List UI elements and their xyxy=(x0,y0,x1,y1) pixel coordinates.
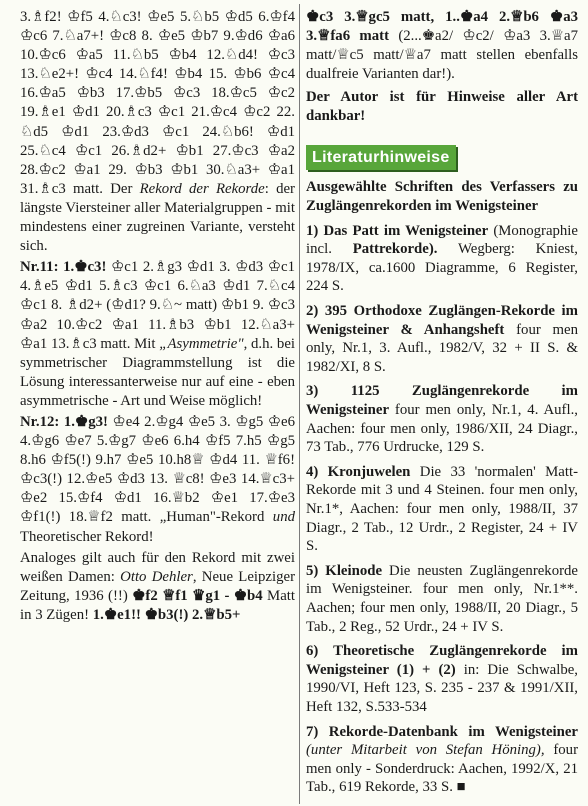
record-of-records-italic: Rekord der Rekorde xyxy=(139,180,265,197)
text-fragment: Matt in 3 Zügen! xyxy=(20,587,296,623)
item-title: 2) 395 Orthodoxe Zuglängen-Rekorde im Wenigsteiner & Anhangsheft xyxy=(306,303,578,338)
continuation-bold: ♚c3 3.♕gc5 matt, 1..♚a4 2.♕b6 ♚a3 3.♕fa6 matt xyxy=(306,9,578,45)
literature-intro: Ausgewählte Schriften des Verfassers zu Zuglängenrekorden im Wenigsteiner xyxy=(306,178,578,214)
literature-item-3 xyxy=(306,382,578,456)
item-text: Die neusten Zuglängenrekorde im Wenigsteiner. four men only, Nr.1**. Aachen; four men only, 1988/II, 20 Diagr., 5 Tab., 2 Reg., 52 Urdr., 24 + IV S. xyxy=(306,562,578,635)
item-title: 4) Kronjuwelen xyxy=(306,463,411,480)
continuation-paragraph xyxy=(306,8,578,84)
item-text: in: Die Schwalbe, 1990/VI, Heft 123, S. 235 - 237 & 1991/XII, Heft 132, S.533-534 xyxy=(306,661,578,715)
nr12-label: Nr.12: 1.♚g3! xyxy=(20,413,108,430)
text-fragment: Analoges gilt auch für den Rekord mit zwei weißen Damen: xyxy=(20,549,295,585)
item-title: 5) Kleinode xyxy=(306,562,383,579)
author-note xyxy=(306,88,578,126)
nr11-moves: ♔c1 2.♗g3 ♔d1 3. ♔d3 ♔c1 4.♗e5 ♔d1 5.♗c3 ♔c1 6.♘a3 ♔d1 7.♘c4 ♔c1 8. ♗d2+ (♔d1? 9.♘~ matt) ♔b1 9. ♔c3 ♔a2 10.♔c2 ♔a1 11.♗b3 ♔b1 12.♘a3+ ♔a1 13.♗c3 matt. Mit xyxy=(20,259,295,352)
analog-record-paragraph xyxy=(20,549,295,625)
literature-item-1 xyxy=(306,222,578,296)
item-title: 6) Theoretische Zuglängenrekorde im Wenigsteiner (1) + (2) xyxy=(306,643,578,678)
item-text: four men only - Sonderdruck: Aachen, 1992/X, 21 Tab., 619 Rekorde, 33 S. ■ xyxy=(306,742,578,796)
right-column xyxy=(306,8,578,797)
item-text: Wegberg: Kniest, 1978/IX, ca.1600 Diagramme, 6 Register, 224 S. xyxy=(306,241,578,295)
nr11-label: Nr.11: 1.♚c3! xyxy=(20,259,107,276)
literature-item-7 xyxy=(306,723,578,797)
asymmetrie-italic: „Asymmetrie" xyxy=(159,335,244,352)
item-bold: Pattrekorde). xyxy=(352,241,438,258)
und-italic: und xyxy=(272,509,295,526)
solution-bold: 1.♚e1!! ♚b3(!) 2.♕b5+ xyxy=(92,606,241,623)
item-title: 7) Rekorde-Datenbank im Wenigsteiner xyxy=(306,723,578,740)
column-divider xyxy=(299,4,300,804)
nr11-comment: , d.h. bei symmetrischer Diagrammstellung ist die Lösung interessanterweise nur auf eine - eben asymmetrische - Art und Weise möglich! xyxy=(20,335,295,409)
text-fragment: Der xyxy=(102,180,140,197)
text-fragment: , Neue Leipziger Zeitung, 1936 (!!) xyxy=(20,568,295,604)
author-note-text: Der Autor ist für Hinweise aller Art dankbar! xyxy=(306,89,578,125)
text-fragment: : der längste Viersteiner aller Materialgruppen - mit mindestens einer zugreinen Variante, versteht sich. xyxy=(20,180,295,255)
solution-nr10-paragraph xyxy=(20,8,295,256)
item-title: 3) 1125 Zuglängenrekorde im Wenigsteiner xyxy=(306,383,578,418)
literature-item-6 xyxy=(306,642,578,716)
literature-item-2 xyxy=(306,302,578,376)
literature-item-5 xyxy=(306,562,578,636)
item-text: (Monographie incl. xyxy=(306,222,578,258)
literature-heading: Literaturhinweise xyxy=(306,145,456,170)
author-dehler-italic: Otto Dehler xyxy=(120,568,193,585)
literature-item-4 xyxy=(306,463,578,556)
item-italic: (unter Mitarbeit von Stefan Höning), xyxy=(306,742,545,759)
solution-moves-text: 3.♗f2! ♔f5 4.♘c3! ♔e5 5.♘b5 ♔d5 6.♔f4 ♔c6 7.♘a7+! ♔c8 8. ♔e5 ♔b7 9.♔d6 ♔a6 10.♔c6 ♔a5 11.♘b5 ♔b4 12.♘d4! ♔c3 13.♘e2+! ♔c4 14.♘f4! ♔b4 15. ♔b6 ♔c4 16.♔a5 ♔b3 17.♔b5 ♔c3 18.♔c5 ♔c2 19.♗e1 ♔d1 20.♗c3 ♔c1 21.♔c4 ♔c2 22. ♘d5 ♔d1 23.♔d3 ♔c1 24.♘b6! ♔d1 25.♘c4 ♔c1 26.♗d2+ ♔b1 27.♔c3 ♔a2 28.♔c2 ♔a1 29. ♔b3 ♔b1 30.♘a3+ ♔a1 31.♗c3 matt. xyxy=(20,9,295,197)
nr12-moves: ♔e4 2.♔g4 ♔e5 3. ♔g5 ♔e6 4.♔g6 ♔e7 5.♔g7 ♔e6 6.h4 ♔f5 7.h5 ♔g5 8.h6 ♔f5(!) 9.h7 ♔e5 10.h8♕ ♔d4 11. ♕f6! ♔c3(!) 12.♔e5 ♔d3 13. ♕c8! ♔e3 14.♕c3+ ♔e2 15.♔f4 ♔d1 16.♕b2 ♔e1 17.♔e3 ♔f1(!) 18.♕f2 matt. „Human"-Rekord xyxy=(20,413,295,526)
solution-nr11-paragraph xyxy=(20,258,295,411)
continuation-text: (2...♚a2/ ♔c2/ ♔a3 3.♕a7 matt/♕c5 matt/♕a7 matt stellen ebenfalls dualfreie Varianten dar!). xyxy=(306,28,578,83)
position-bold: ♚f2 ♕f1 ♛g1 - ♚b4 xyxy=(132,587,263,604)
left-column xyxy=(20,8,295,625)
solution-nr12-paragraph xyxy=(20,413,295,547)
item-text: four men only, Nr.1, 4. Aufl., Aachen: four men only, 1986/XII, 24 Diagr., 73 Tab., 776 Urdrucke, 129 S. xyxy=(306,402,578,456)
nr12-comment: Theoretischer Rekord! xyxy=(20,528,154,545)
item-title: 1) Das Patt im Wenigsteiner xyxy=(306,222,489,239)
item-text: Die 33 'normalen' Matt-Rekorde mit 3 und 4 Steinen. four men only, Nr.1*, Aachen: four men only, 1988/II, 37 Diagr., 2 Tab., 12 Urdr., 2 Register, 24 + IV S. xyxy=(306,463,579,555)
item-text: four men only, Nr.1, 3. Aufl., 1982/V, 32 + II S. & 1982/XI, 8 S. xyxy=(306,321,578,375)
